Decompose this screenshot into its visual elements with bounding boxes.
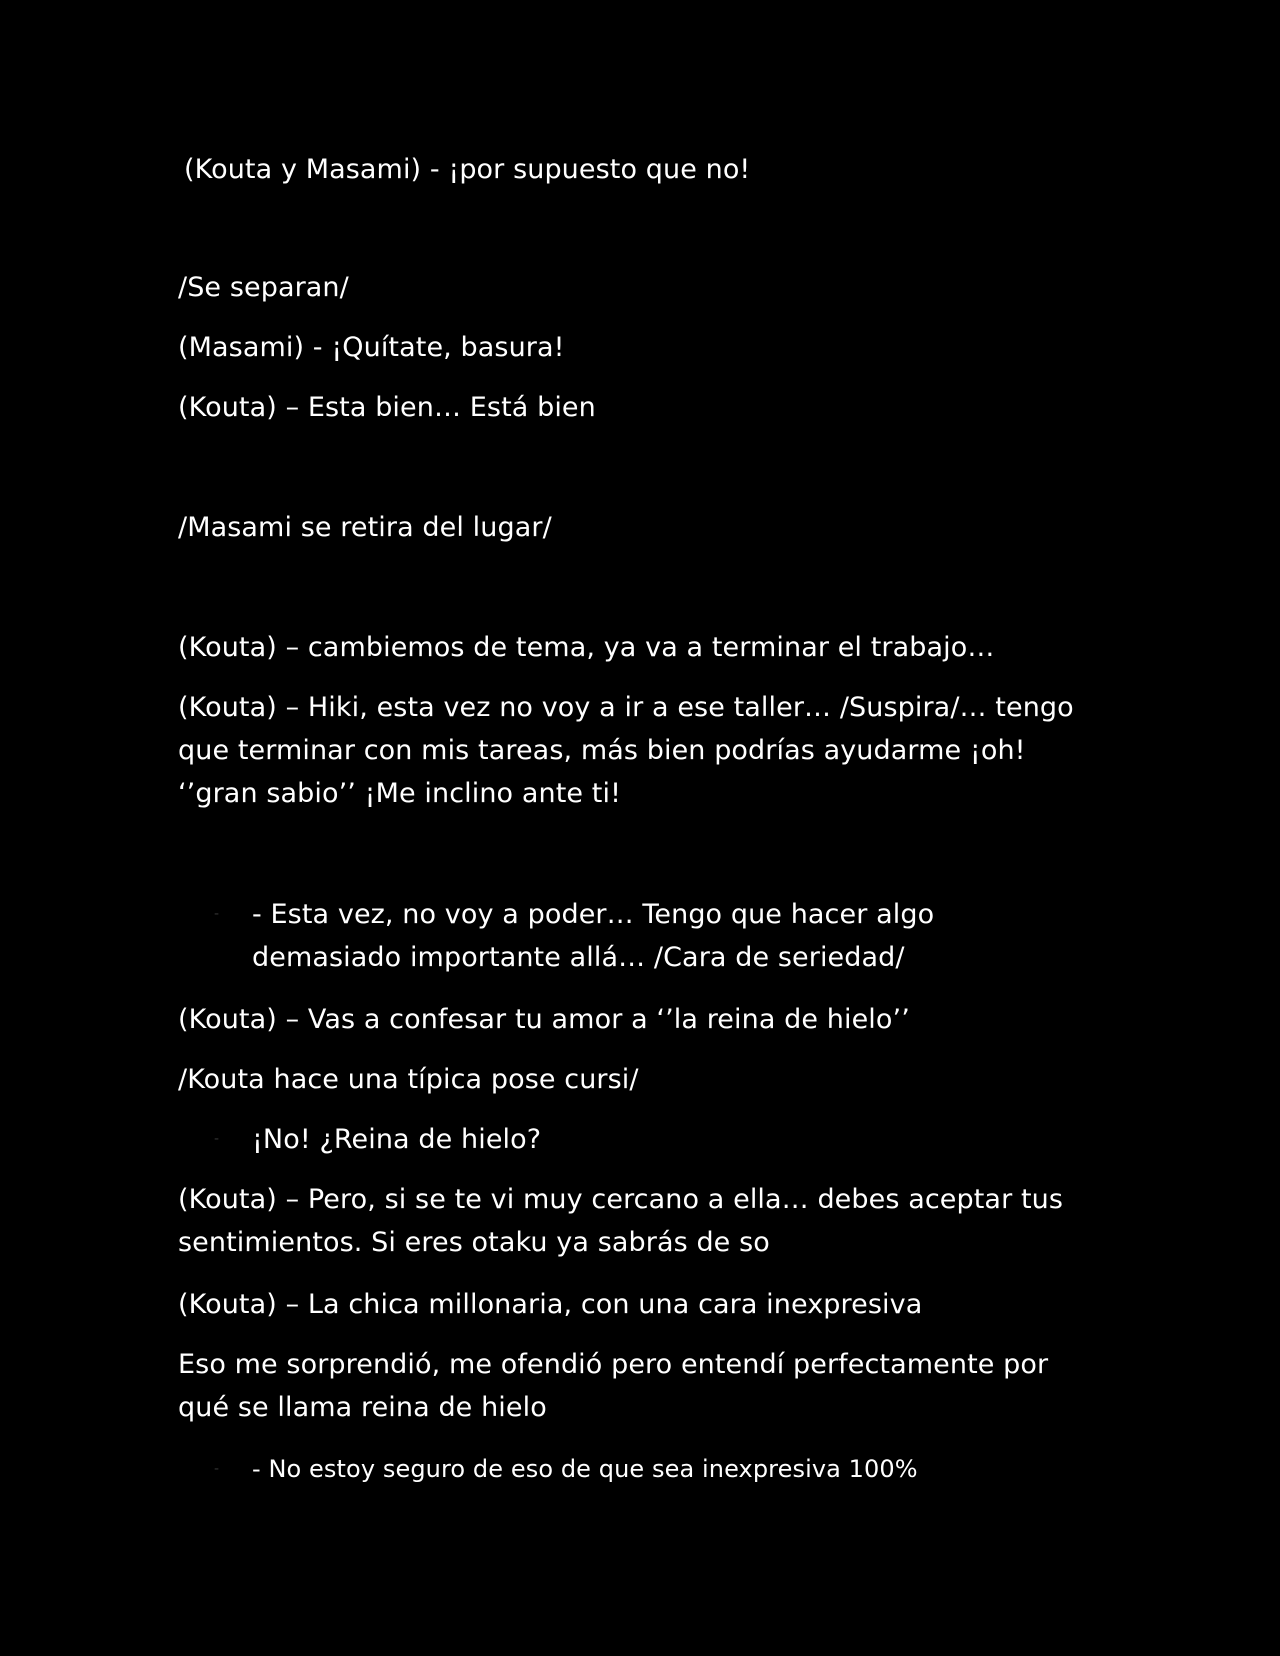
dialogue-list-item: - Esta vez, no voy a poder… Tengo que hacer algo demasiado importante allá… /Cara de seriedad/ (252, 899, 935, 973)
dialogue-list-item: ¡No! ¿Reina de hielo? (252, 1124, 542, 1155)
stage-direction: /Kouta hace una típica pose cursi/ (178, 1064, 639, 1095)
narration-paragraph: Eso me sorprendió, me ofendió pero entendí perfectamente por qué se llama reina de hielo (178, 1349, 1049, 1423)
list-bullet: - (214, 1461, 220, 1477)
stage-direction: /Se separan/ (178, 272, 349, 303)
stage-direction: /Masami se retira del lugar/ (178, 512, 552, 543)
dialogue-paragraph: (Kouta) – Pero, si se te vi muy cercano a ella… debes aceptar tus sentimientos. Si eres otaku ya sabrás de so (178, 1184, 1064, 1258)
dialogue-line: (Kouta) – Vas a confesar tu amor a ‘’la reina de hielo’’ (178, 1004, 910, 1035)
dialogue-line: (Kouta y Masami) - ¡por supuesto que no! (184, 154, 751, 185)
list-bullet: - (214, 906, 220, 922)
dialogue-line: (Kouta) – La chica millonaria, con una cara inexpresiva (178, 1289, 923, 1320)
dialogue-list-item: - No estoy seguro de eso de que sea inexpresiva 100% (252, 1455, 918, 1483)
dialogue-line: (Masami) - ¡Quítate, basura! (178, 332, 565, 363)
dialogue-paragraph: (Kouta) – Hiki, esta vez no voy a ir a ese taller… /Suspira/… tengo que terminar con mis tareas, más bien podrías ayudarme ¡oh! ‘’gran sabio’’ ¡Me inclino ante ti! (178, 692, 1074, 809)
dialogue-line: (Kouta) – Esta bien… Está bien (178, 392, 596, 423)
dialogue-line: (Kouta) – cambiemos de tema, ya va a terminar el trabajo… (178, 632, 995, 663)
list-bullet: - (214, 1131, 220, 1147)
